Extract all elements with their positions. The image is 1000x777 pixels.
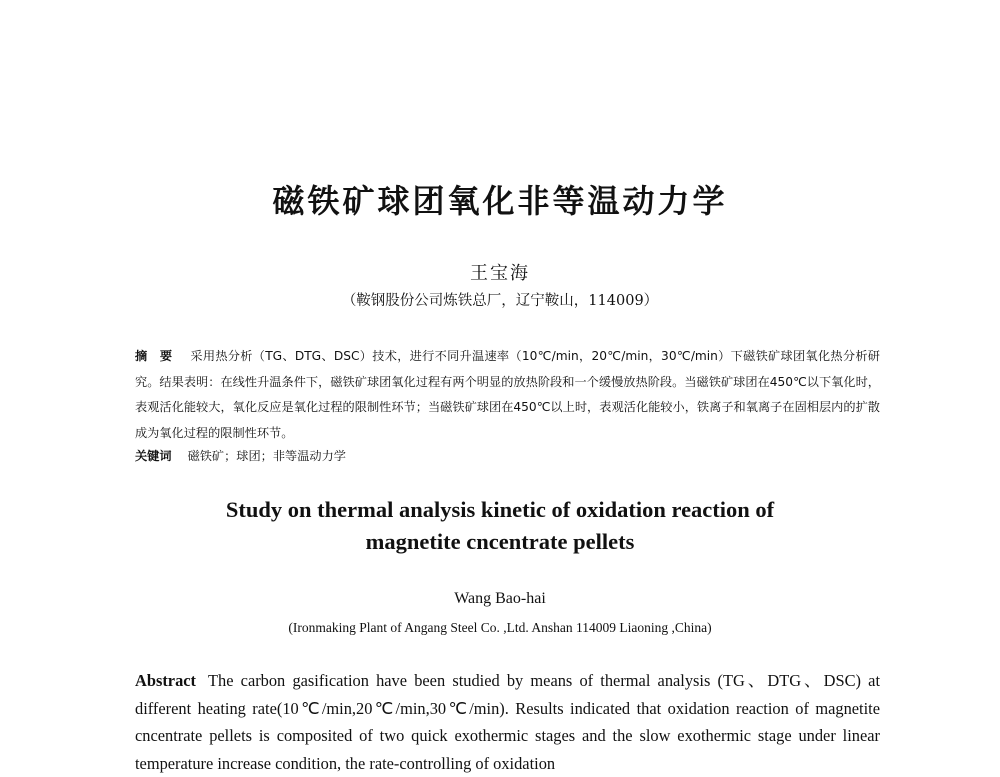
paper-title-english-line1: Study on thermal analysis kinetic of oxidation reaction of	[225, 497, 775, 522]
keywords-chinese	[135, 446, 880, 466]
author-name-english: Wang Bao-hai	[454, 590, 546, 607]
abstract-text-chinese: 采用热分析（TG、DTG、DSC）技术，进行不同升温速率（10℃/min，20℃/min，30℃/min）下磁铁矿球团氧化热分析研究。结果表明：在线性升温条件下，磁铁矿球团氧化过程有两个明显的放热阶段和一个缓慢放热阶段。当磁铁矿球团在450℃以下氧化时，表观活化能较大，氧化反应是氧化过程的限制性环节；当磁铁矿球团在450℃以上时，表观活化能较小，铁离子和氧离子在固相层内的扩散成为氧化过程的限制性环节。	[135, 349, 880, 440]
keywords-text-chinese: 磁铁矿；球团；非等温动力学	[187, 449, 346, 463]
abstract-label-english: Abstract	[135, 671, 196, 690]
paper-title-english-line2: magnetite cncentrate pellets	[365, 529, 635, 554]
abstract-chinese	[135, 344, 880, 446]
abstract-label-chinese: 摘 要	[135, 349, 173, 363]
paper-title-chinese: 磁铁矿球团氧化非等温动力学	[272, 182, 728, 220]
paper-title-english	[0, 494, 1000, 558]
keywords-label-chinese: 关键词	[135, 449, 172, 463]
abstract-english	[135, 667, 880, 777]
abstract-text-english: The carbon gasification have been studied by means of thermal analysis (TG、DTG、DSC) at different heating rate(10℃/min,20℃/min,30℃/min). Results indicated that oxidation reaction of magnetite cncentrate pellets is composited of two quick exothermic stages and the slow exothermic stage under linear temperature increase condition, the rate-controlling of oxidation	[135, 671, 880, 773]
author-name-chinese: 王宝海	[470, 263, 530, 284]
affiliation-english: (Ironmaking Plant of Angang Steel Co. ,Ltd. Anshan 114009 Liaoning ,China)	[288, 620, 712, 635]
affiliation-chinese: （鞍钢股份公司炼铁总厂，辽宁鞍山，114009）	[341, 293, 659, 309]
